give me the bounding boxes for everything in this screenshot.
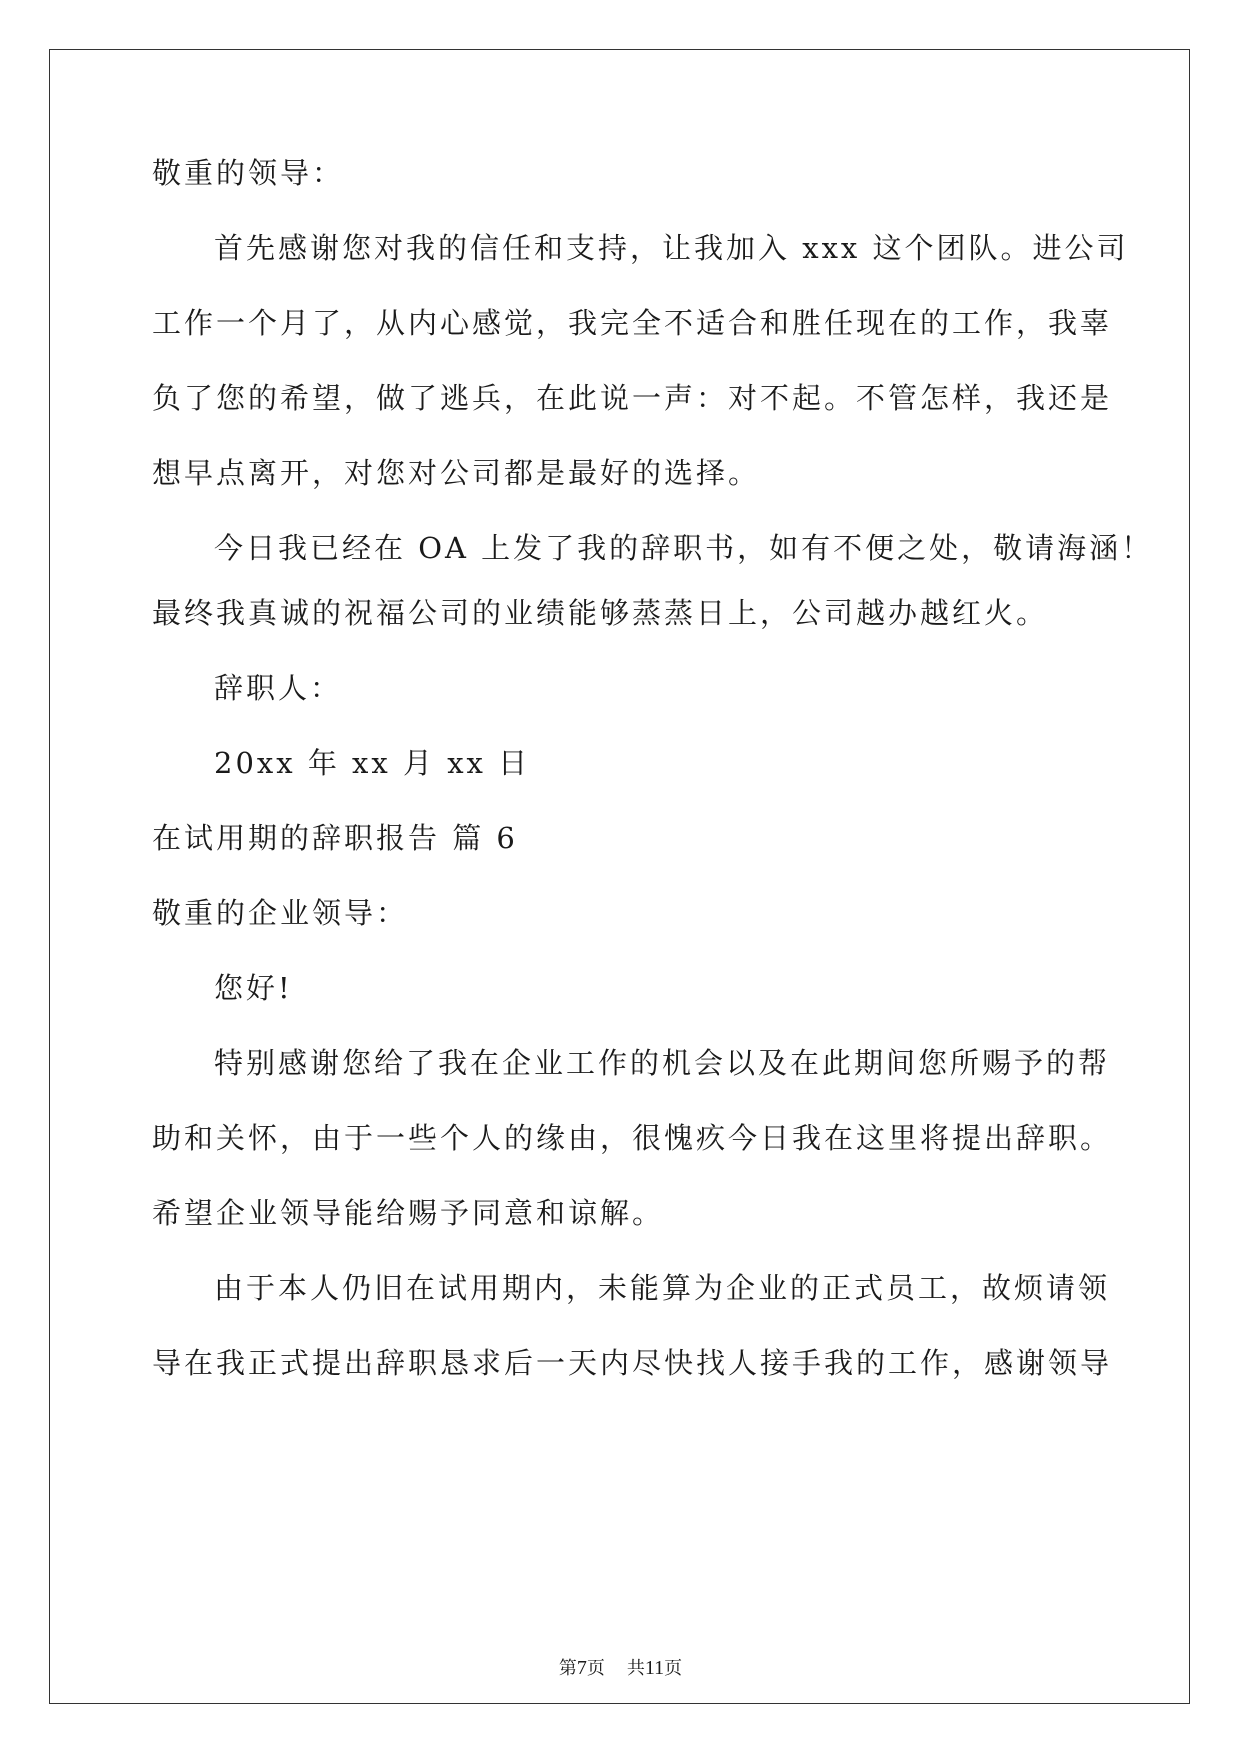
total-suffix: 页 (664, 1658, 683, 1679)
section-heading: 在试用期的辞职报告 篇 6 (152, 821, 518, 855)
paragraph-line: 首先感谢您对我的信任和支持，让我加入 xxx 这个团队。进公司 (214, 231, 1129, 265)
paragraph-line: 希望企业领导能给赐予同意和谅解。 (152, 1196, 665, 1230)
page-border (49, 49, 1190, 1704)
paragraph-line: 由于本人仍旧在试用期内，未能算为企业的正式员工，故烦请领 (214, 1271, 1111, 1305)
paragraph-line: 今日我已经在 OA 上发了我的辞职书，如有不便之处，敬请海涵！ (214, 531, 1154, 565)
page-prefix: 第 (558, 1658, 577, 1679)
paragraph-line: 最终我真诚的祝福公司的业绩能够蒸蒸日上，公司越办越红火。 (152, 596, 1049, 630)
salutation: 敬重的领导： (152, 156, 345, 190)
salutation: 敬重的企业领导： (152, 896, 409, 930)
page-number: 7 (576, 1657, 587, 1679)
paragraph-line: 助和关怀，由于一些个人的缘由，很愧疚今日我在这里将提出辞职。 (152, 1121, 1113, 1155)
total-pages: 11 (644, 1657, 665, 1679)
paragraph-line: 负了您的希望，做了逃兵，在此说一声：对不起。不管怎样，我还是 (152, 381, 1113, 415)
date-line: 20xx 年 xx 月 xx 日 (214, 746, 531, 780)
signature-label: 辞职人： (214, 671, 343, 705)
page-footer (0, 1656, 1241, 1681)
total-prefix: 共 (626, 1658, 645, 1679)
paragraph-line: 工作一个月了，从内心感觉，我完全不适合和胜任现在的工作，我辜 (152, 306, 1113, 340)
paragraph-line: 特别感谢您给了我在企业工作的机会以及在此期间您所赐予的帮 (214, 1046, 1111, 1080)
greeting: 您好! (214, 971, 293, 1005)
page-suffix: 页 (586, 1658, 605, 1679)
paragraph-line: 想早点离开，对您对公司都是最好的选择。 (152, 456, 761, 490)
paragraph-line: 导在我正式提出辞职恳求后一天内尽快找人接手我的工作，感谢领导 (152, 1346, 1113, 1380)
